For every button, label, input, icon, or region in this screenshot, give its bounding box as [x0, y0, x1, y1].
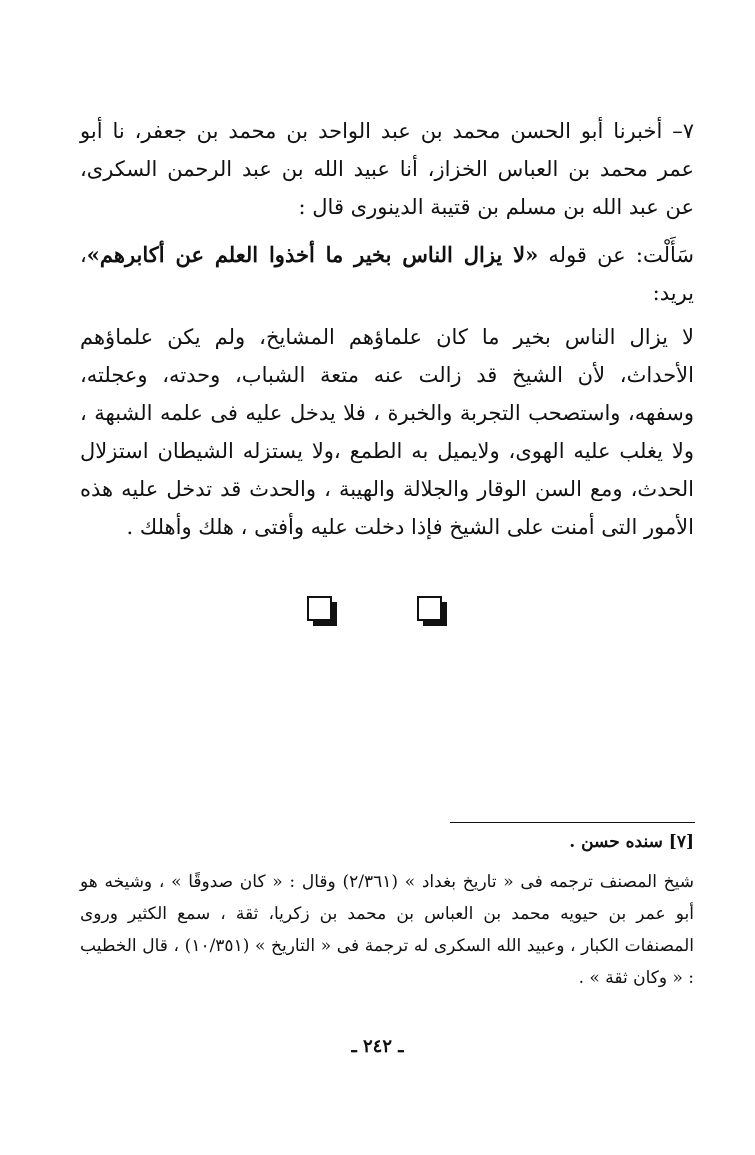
question-line — [80, 236, 694, 312]
hadith-chain-text: أخبرنا أبو الحسن محمد بن عبد الواحد بن محمد بن جعفر، نا أبو عمر محمد بن العباس الخزاز، أنا عبيد الله بن عبد الرحمن السكرى، عن عبد الله بن مسلم بن قتيبة الدينورى قال : — [80, 119, 694, 219]
question-suffix: ، يريد: — [80, 243, 694, 305]
page-number: ـ ٢٤٢ ـ — [351, 1036, 404, 1057]
explanation-paragraph: لا يزال الناس بخير ما كان علماؤهم المشايخ، ولم يكن علماؤهم الأحداث، لأن الشيخ قد زالت عنه متعة الشباب، وحدته، وعجلته، وسفهه، واستصحب التجربة والخبرة ، فلا يدخل عليه فى علمه الشبهة ، ولا يغلب عليه الهوى، ولايميل به الطمع ،ولا يستزله الشيطان استزلال الحدث، ومع السن الوقار والجلالة والهيبة ، والحدث قد تدخل عليه هذه الأمور التى أمنت على الشيخ فإذا دخلت عليه وأفتى ، هلك وأهلك . — [80, 325, 694, 539]
section-ornaments — [0, 596, 755, 628]
box-ornament-icon — [307, 596, 339, 628]
box-ornament-icon — [417, 596, 449, 628]
hadith-block — [80, 112, 694, 226]
explanation-block — [80, 318, 694, 546]
hadith-chain — [80, 112, 694, 226]
hadith-number: ٧– — [662, 119, 694, 143]
footnote-heading: [٧] سنده حسن . — [569, 832, 694, 852]
footnotes — [80, 826, 694, 994]
question-prefix: سَأَلْت: عن قوله — [538, 243, 694, 267]
footnote-divider — [450, 822, 695, 823]
footnote-body: شيخ المصنف ترجمه فى « تاريخ بغداد » (٢/٣٦١) وقال : « كان صدوقًا » ، وشيخه هو أبو عمر بن حيويه محمد بن العباس بن محمد بن زكريا، ثقة ، سمع الكثير وروى المصنفات الكبار ، وعبيد الله السكرى له ترجمة فى « التاريخ » (١٠/٣٥١) ، قال الخطيب : « وكان ثقة » . — [80, 872, 695, 988]
question-quote: «لا يزال الناس بخير ما أخذوا العلم عن أكابرهم» — [86, 242, 539, 267]
question-block — [80, 236, 694, 312]
